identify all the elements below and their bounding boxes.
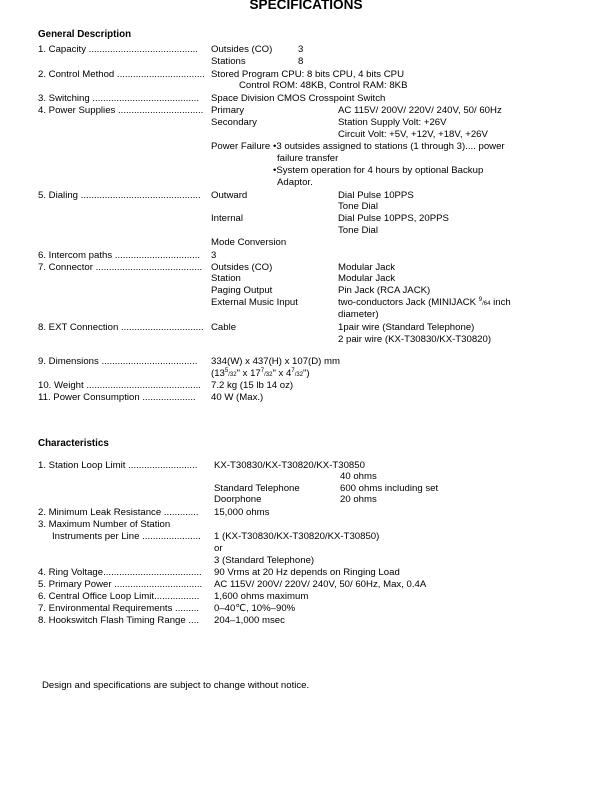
power-primary-label: Primary [211,105,245,116]
max-stations-value1: 1 (KX-T30830/KX-T30820/KX-T30850) [214,531,380,542]
weight-value: 7.2 kg (15 lb 14 oz) [211,380,294,391]
environmental-label: 7. Environmental Requirements ......... [38,603,200,614]
characteristics-heading: Characteristics [38,438,109,449]
power-secondary-line2: Circuit Volt: +5V, +12V, +18V, +26V [338,129,488,140]
dialing-outward-tone: Tone Dial [338,201,378,212]
dim-h-num: 7 [260,367,265,374]
dimensions-label: 9. Dimensions .................................... [38,356,198,367]
weight-label: 10. Weight ........................................... [38,380,201,391]
loop-std-label: Standard Telephone [214,483,300,494]
power-supplies-label: 4. Power Supplies ................................ [38,105,204,116]
page-title: SPECIFICATIONS [249,0,363,12]
intercom-label: 6. Intercom paths ................................ [38,250,201,261]
capacity-stations-label: Stations [211,56,246,67]
connector-station-value: Modular Jack [338,273,396,284]
switching-value: Space Division CMOS Crosspoint Switch [211,93,386,104]
power-failure-line4: Adaptor. [277,177,313,188]
primary-power-label: 5. Primary Power ................................. [38,579,203,590]
power-secondary-label: Secondary [211,117,257,128]
dialing-mode-conversion: Mode Conversion [211,237,287,248]
music-fraction-num: 9 [478,296,483,303]
max-stations-label2: Instruments per Line ...................... [52,531,201,542]
music-fraction-den: /64 [482,301,491,307]
dialing-internal-tone: Tone Dial [338,225,378,236]
connector-music-label: External Music Input [211,297,298,308]
power-failure-label: Power Failure [211,141,271,152]
central-office-loop-label: 6. Central Office Loop Limit................. [38,591,200,602]
dialing-internal-label: Internal [211,213,243,224]
music-value-unit: inch [490,297,511,308]
central-office-loop-value: 1,600 ohms maximum [214,591,309,602]
capacity-label: 1. Capacity ......................................... [38,44,198,55]
dim-w: (13 [211,368,225,379]
loop-door-value: 20 ohms [340,494,377,505]
control-method-line1: Stored Program CPU: 8 bits CPU, 4 bits CPU [211,69,405,80]
capacity-stations-value: 8 [298,56,304,67]
connector-label: 7. Connector ........................................ [38,262,203,273]
dialing-outward-pulse: Dial Pulse 10PPS [338,190,414,201]
flash-timing-label: 8. Hookswitch Flash Timing Range .... [38,615,200,626]
environmental-value: 0–40℃, 10%–90% [214,603,296,614]
ext-value2: 2 pair wire (KX-T30830/KX-T30820) [338,334,492,345]
leak-resistance-value: 15,000 ohms [214,507,270,518]
general-description-heading: General Description [38,29,132,40]
power-failure-line3: •System operation for 4 hours by optional Backup [273,165,484,176]
control-method-line2: Control ROM: 48KB, Control RAM: 8KB [239,80,408,91]
loop-std-value: 600 ohms including set [340,483,439,494]
ext-connection-label: 8. EXT Connection ............................... [38,322,204,333]
dim-d-den: /32 [294,372,304,378]
footer-note: Design and specifications are subject to change without notice. [42,680,310,691]
power-consumption-value: 40 W (Max.) [211,392,264,403]
power-consumption-label: 11. Power Consumption .................... [38,392,196,403]
loop-door-label: Doorphone [214,494,262,505]
primary-power-value: AC 115V/ 200V/ 220V/ 240V, 50/ 60Hz, Max, 0.4A [214,579,427,590]
station-loop-limit-label: 1. Station Loop Limit .......................... [38,460,198,471]
connector-paging-value: Pin Jack (RCA JACK) [338,285,431,296]
dim-w-num: 5 [224,367,229,374]
intercom-value: 3 [211,250,217,261]
dim-d: " x 4 [272,368,292,379]
capacity-outsides-label: Outsides (CO) [211,44,273,55]
loop-model-value: 40 ohms [340,471,377,482]
leak-resistance-label: 2. Minimum Leak Resistance ............. [38,507,199,518]
power-failure-line2: failure transfer [277,153,339,164]
ring-voltage-label: 4. Ring Voltage..................................... [38,567,202,578]
switching-label: 3. Switching ........................................ [38,93,200,104]
connector-outsides-value: Modular Jack [338,262,396,273]
ext-cable-label: Cable [211,322,237,333]
connector-music-value2: diameter) [338,309,379,320]
ring-voltage-value: 90 Vrms at 20 Hz depends on Ringing Load [214,567,400,578]
dim-end: ") [303,368,310,379]
ext-value1: 1pair wire (Standard Telephone) [338,322,475,333]
power-primary-value: AC 115V/ 200V/ 220V/ 240V, 50/ 60Hz [338,105,502,116]
control-method-label: 2. Control Method ................................. [38,69,205,80]
dialing-label: 5. Dialing ............................................. [38,190,201,201]
max-stations-value2: or [214,543,223,554]
dialing-outward-label: Outward [211,190,248,201]
dim-h-den: /32 [264,372,273,378]
power-failure-line1: •3 outsides assigned to stations (1 through 3).... power [273,141,505,152]
capacity-outsides-value: 3 [298,44,304,55]
flash-timing-value: 204–1,000 msec [214,615,285,626]
dim-w-den: /32 [228,372,237,378]
connector-outsides-label: Outsides (CO) [211,262,273,273]
max-stations-label1: 3. Maximum Number of Station [38,519,171,530]
dim-d-num: 7 [291,367,295,374]
power-secondary-line1: Station Supply Volt: +26V [338,117,447,128]
dimensions-mm: 334(W) x 437(H) x 107(D) mm [211,356,341,367]
connector-station-label: Station [211,273,241,284]
music-value-text: two-conductors Jack (MINIJACK [338,297,479,308]
dialing-internal-pulse: Dial Pulse 10PPS, 20PPS [338,213,449,224]
max-stations-value3: 3 (Standard Telephone) [214,555,315,566]
connector-paging-label: Paging Output [211,285,273,296]
loop-model-label: KX-T30830/KX-T30820/KX-T30850 [214,460,365,471]
dim-h: " x 17 [236,368,261,379]
